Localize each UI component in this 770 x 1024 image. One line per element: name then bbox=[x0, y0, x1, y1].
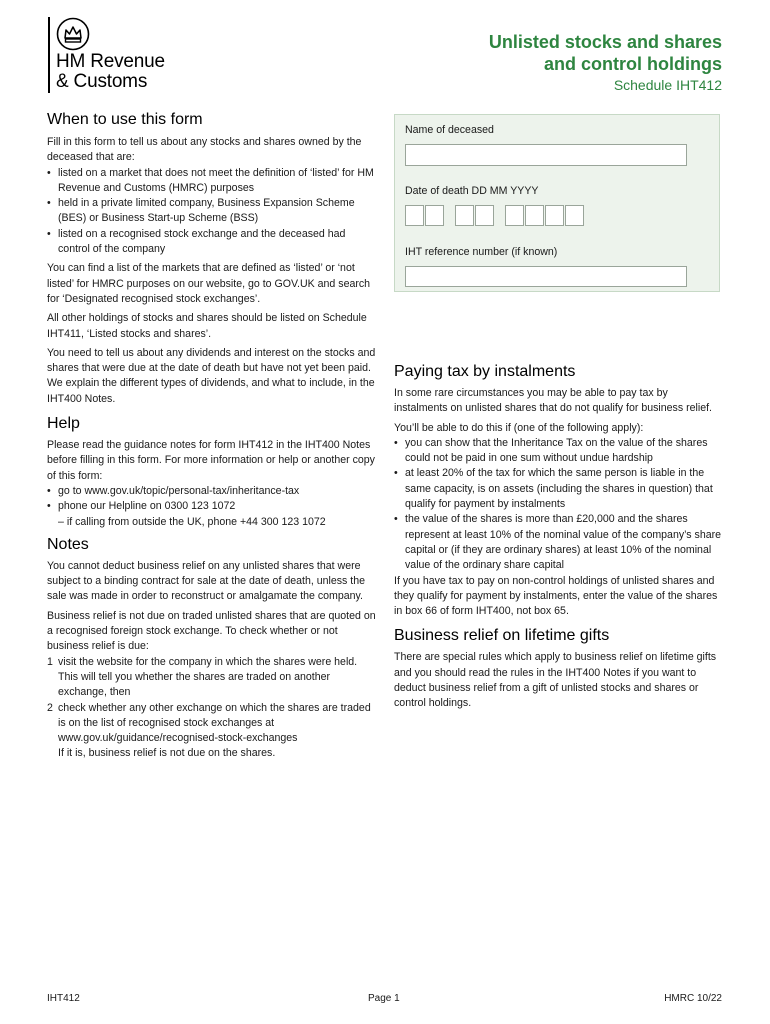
help-heading: Help bbox=[47, 415, 80, 433]
left-column bbox=[47, 111, 377, 762]
when-paragraph-other-holdings: All other holdings of stocks and shares should be listed on Schedule IHT411, ‘Listed stocks and shares’. bbox=[47, 312, 367, 340]
iht-reference-input[interactable] bbox=[405, 266, 687, 287]
help-intro: Please read the guidance notes for form IHT412 in the IHT400 Notes before filling in this form. For more information or help or another copy of this form: bbox=[47, 439, 375, 482]
name-of-deceased-label: Name of deceased bbox=[405, 124, 494, 136]
logo-line-2: & Customs bbox=[56, 71, 148, 92]
instalments-non-control: If you have tax to pay on non-control holdings of unlisted shares and they qualify for payment by instalments, enter the value of the shares in box 66 of form IHT400, not box 65. bbox=[394, 574, 718, 618]
dod-day-box-2[interactable] bbox=[425, 205, 444, 226]
dod-day-box-1[interactable] bbox=[405, 205, 424, 226]
dod-year-box-1[interactable] bbox=[505, 205, 524, 226]
notes-paragraph-contract: You cannot deduct business relief on any unlisted shares that were subject to a binding contract for sale at the date of death, unless the sale was made in order to reconstruct or amalgamate the company. bbox=[47, 559, 366, 603]
iht-reference-label: IHT reference number (if known) bbox=[405, 246, 558, 258]
step-number: 1 bbox=[47, 655, 53, 668]
dod-year-box-3[interactable] bbox=[545, 205, 564, 226]
logo-divider bbox=[48, 17, 50, 93]
instalments-bullet: • at least 20% of the tax for which the same person is liable in the same capacity, is on assets (including the shares in question) that qualify for payment by instalments bbox=[394, 466, 722, 512]
lifetime-paragraph: There are special rules which apply to business relief on lifetime gifts and you should read the rules in the IHT400 Notes if you want to deduct business relief from a gift of unlisted stocks and shares or control holdings. bbox=[394, 651, 717, 710]
help-phone-abroad-text: – if calling from outside the UK, phone +44 300 123 1072 bbox=[58, 515, 326, 528]
step-number: 2 bbox=[47, 701, 53, 714]
right-column bbox=[394, 363, 722, 716]
notes-steps bbox=[47, 655, 377, 762]
instalments-bullet-list bbox=[394, 436, 722, 574]
when-bullet: • listed on a market that does not meet the definition of ‘listed’ for HM Revenue and Customs (HMRC) purposes bbox=[47, 166, 377, 197]
date-of-death-label: Date of death DD MM YYYY bbox=[405, 185, 539, 197]
title-line-1: Unlisted stocks and shares bbox=[488, 32, 722, 52]
title-line-2: and control holdings bbox=[544, 54, 722, 74]
crown-crest-icon bbox=[56, 17, 90, 51]
dod-month-box-2[interactable] bbox=[475, 205, 494, 226]
instalments-conditions-intro: You’ll be able to do this if (one of the following apply): bbox=[394, 421, 644, 434]
instalments-bullet: • you can show that the Inheritance Tax on the value of the shares could not be paid in one sum without undue hardship bbox=[394, 436, 722, 467]
instalments-heading: Paying tax by instalments bbox=[394, 363, 576, 380]
help-bullet-list bbox=[47, 484, 377, 530]
step-text: visit the website for the company in which the shares were held. This will tell you whether the shares are traded on another exchange, then bbox=[58, 655, 358, 699]
help-bullet-website: • go to www.gov.uk/topic/personal-tax/inheritance-tax bbox=[47, 484, 377, 499]
instalments-intro: In some rare circumstances you may be able to pay tax by instalments on unlisted shares that do not qualify for business relief. bbox=[394, 387, 712, 415]
when-bullet: • listed on a recognised stock exchange and the deceased had control of the company bbox=[47, 227, 377, 258]
footer-form-code: IHT412 bbox=[47, 993, 80, 1004]
step-subtext: If it is, business relief is not due on the shares. bbox=[58, 747, 276, 760]
footer-version: HMRC 10/22 bbox=[664, 993, 722, 1004]
lifetime-heading: Business relief on lifetime gifts bbox=[394, 627, 610, 645]
when-paragraph-markets: You can find a list of the markets that are defined as ‘listed’ or ‘not listed’ for HMRC purposes on our website, go to GOV.UK and search for ‘Designated recognised stock exchanges’. bbox=[47, 262, 371, 305]
when-bullet: • held in a private limited company, Business Expansion Scheme (BES) or Business Start-up Scheme (BSS) bbox=[47, 196, 377, 227]
when-heading: When to use this form bbox=[47, 111, 203, 128]
dod-year-box-4[interactable] bbox=[565, 205, 584, 226]
when-paragraph-dividends: You need to tell us about any dividends and interest on the stocks and shares that were due at the date of death but have not yet been paid. We explain the different types of dividends, and what to include, in the IHT400 Notes. bbox=[47, 346, 376, 405]
footer-page-number: Page 1 bbox=[368, 993, 400, 1004]
notes-step bbox=[47, 655, 377, 701]
when-intro: Fill in this form to tell us about any stocks and shares owned by the deceased that are: bbox=[47, 136, 362, 164]
notes-heading: Notes bbox=[47, 535, 89, 553]
notes-paragraph-traded: Business relief is not due on traded unlisted shares that are quoted on a recognised foreign stock exchange. To check whether or not business relief is due: bbox=[47, 609, 376, 653]
name-of-deceased-input[interactable] bbox=[405, 144, 687, 166]
instalments-bullet: • the value of the shares is more than £20,000 and the shares represent at least 10% of the nominal value of the company’s share capital or (if they are ordinary shares) at least 10% of the nominal value of the ordinary share capital bbox=[394, 512, 722, 573]
when-bullet-list bbox=[47, 166, 377, 258]
step-text: check whether any other exchange on which the shares are traded is on the list of recognised stock exchanges at www.gov.uk/guidance/recognised-stock-exchanges bbox=[58, 701, 371, 745]
form-title bbox=[489, 31, 722, 75]
logo-line-1: HM Revenue bbox=[56, 51, 165, 72]
hmrc-logo-text bbox=[56, 52, 165, 92]
dod-year-box-2[interactable] bbox=[525, 205, 544, 226]
help-bullet-phone: • phone our Helpline on 0300 123 1072 bbox=[47, 499, 377, 514]
notes-step bbox=[47, 701, 377, 762]
dod-month-box-1[interactable] bbox=[455, 205, 474, 226]
help-phone-abroad bbox=[47, 515, 377, 530]
schedule-label: Schedule IHT412 bbox=[613, 77, 722, 93]
